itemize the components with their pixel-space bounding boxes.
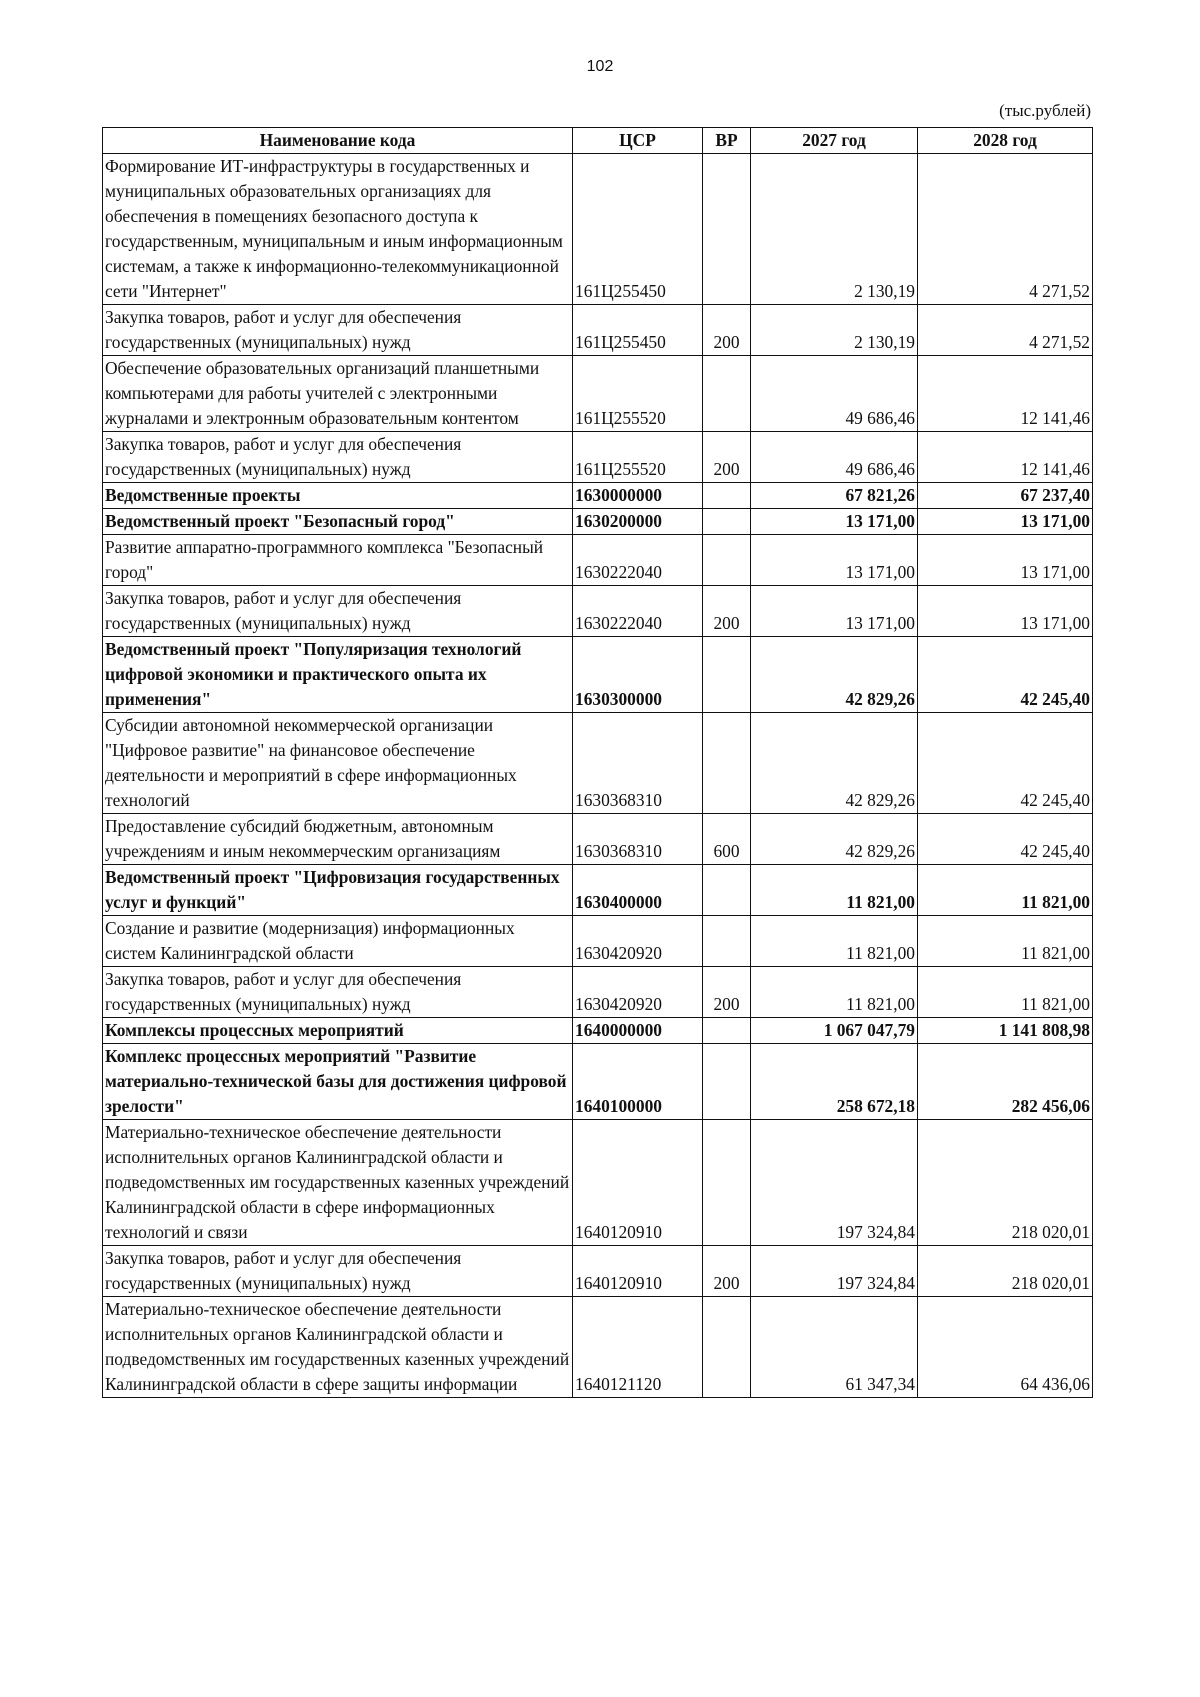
row-2027-cell: 258 672,18 — [751, 1044, 918, 1120]
row-vr-cell: 200 — [703, 1246, 751, 1297]
table-row — [103, 432, 1093, 483]
table-row — [103, 154, 1093, 305]
row-2028-cell: 282 456,06 — [918, 1044, 1093, 1120]
row-name-cell: Обеспечение образовательных организаций планшетными компьютерами для работы учителей с электронными журналами и электронным образовательным контентом — [103, 356, 573, 432]
row-name-cell: Закупка товаров, работ и услуг для обеспечения государственных (муниципальных) нужд — [103, 586, 573, 637]
row-vr-cell — [703, 713, 751, 814]
table-row — [103, 1246, 1093, 1297]
row-name-cell: Субсидии автономной некоммерческой организации "Цифровое развитие" на финансовое обеспечение деятельности и мероприятий в сфере информационных технологий — [103, 713, 573, 814]
row-csr-cell: 1630222040 — [573, 535, 703, 586]
header-vr: ВР — [703, 128, 751, 154]
row-2027-cell: 1 067 047,79 — [751, 1018, 918, 1044]
table-row — [103, 865, 1093, 916]
row-name-cell: Закупка товаров, работ и услуг для обеспечения государственных (муниципальных) нужд — [103, 305, 573, 356]
row-vr-cell — [703, 637, 751, 713]
row-2027-cell: 42 829,26 — [751, 814, 918, 865]
row-csr-cell: 1640100000 — [573, 1044, 703, 1120]
row-2028-cell: 67 237,40 — [918, 483, 1093, 509]
row-vr-cell — [703, 535, 751, 586]
row-2028-cell: 4 271,52 — [918, 154, 1093, 305]
row-vr-cell — [703, 509, 751, 535]
row-csr-cell: 1630000000 — [573, 483, 703, 509]
row-2027-cell: 13 171,00 — [751, 509, 918, 535]
row-name-cell: Материально-техническое обеспечение деятельности исполнительных органов Калининградской области и подведомственных им государственных казенных учреждений Калининградской области в сфере информационных технологий и связи — [103, 1120, 573, 1246]
row-csr-cell: 1640121120 — [573, 1297, 703, 1398]
table-row — [103, 1044, 1093, 1120]
row-csr-cell: 1630200000 — [573, 509, 703, 535]
row-name-cell: Закупка товаров, работ и услуг для обеспечения государственных (муниципальных) нужд — [103, 432, 573, 483]
row-2027-cell: 2 130,19 — [751, 154, 918, 305]
row-vr-cell — [703, 356, 751, 432]
table-row — [103, 637, 1093, 713]
row-2027-cell: 11 821,00 — [751, 865, 918, 916]
table-row — [103, 586, 1093, 637]
row-csr-cell: 161Ц255450 — [573, 305, 703, 356]
table-row — [103, 1120, 1093, 1246]
table-body — [103, 154, 1093, 1398]
table-row — [103, 356, 1093, 432]
row-2028-cell: 12 141,46 — [918, 356, 1093, 432]
row-csr-cell: 1630400000 — [573, 865, 703, 916]
table-header-row — [103, 128, 1093, 154]
row-vr-cell: 200 — [703, 305, 751, 356]
row-name-cell: Формирование ИТ-инфраструктуры в государственных и муниципальных образовательных организациях для обеспечения в помещениях безопасного доступа к государственным, муниципальным и иным информационным системам, а также к информационно-телекоммуникационной сети "Интернет" — [103, 154, 573, 305]
row-vr-cell — [703, 1044, 751, 1120]
row-2027-cell: 197 324,84 — [751, 1246, 918, 1297]
row-vr-cell — [703, 1018, 751, 1044]
row-csr-cell: 161Ц255450 — [573, 154, 703, 305]
row-name-cell: Предоставление субсидий бюджетным, автономным учреждениям и иным некоммерческим организациям — [103, 814, 573, 865]
row-2027-cell: 13 171,00 — [751, 586, 918, 637]
row-csr-cell: 161Ц255520 — [573, 356, 703, 432]
row-2028-cell: 218 020,01 — [918, 1246, 1093, 1297]
table-row — [103, 305, 1093, 356]
row-name-cell: Ведомственный проект "Популяризация технологий цифровой экономики и практического опыта их применения" — [103, 637, 573, 713]
row-2028-cell: 64 436,06 — [918, 1297, 1093, 1398]
row-name-cell: Комплексы процессных мероприятий — [103, 1018, 573, 1044]
row-name-cell: Закупка товаров, работ и услуг для обеспечения государственных (муниципальных) нужд — [103, 967, 573, 1018]
table-row — [103, 916, 1093, 967]
row-csr-cell: 1640120910 — [573, 1246, 703, 1297]
header-csr: ЦСР — [573, 128, 703, 154]
row-csr-cell: 1630300000 — [573, 637, 703, 713]
row-name-cell: Материально-техническое обеспечение деятельности исполнительных органов Калининградской области и подведомственных им государственных казенных учреждений Калининградской области в сфере защиты информации — [103, 1297, 573, 1398]
row-csr-cell: 1640120910 — [573, 1120, 703, 1246]
row-2027-cell: 13 171,00 — [751, 535, 918, 586]
row-name-cell: Развитие аппаратно-программного комплекса "Безопасный город" — [103, 535, 573, 586]
table-row — [103, 535, 1093, 586]
table-row — [103, 509, 1093, 535]
table-row — [103, 814, 1093, 865]
row-name-cell: Комплекс процессных мероприятий "Развитие материально-технической базы для достижения цифровой зрелости" — [103, 1044, 573, 1120]
row-2028-cell: 13 171,00 — [918, 586, 1093, 637]
row-vr-cell — [703, 1297, 751, 1398]
row-vr-cell — [703, 154, 751, 305]
row-vr-cell — [703, 1120, 751, 1246]
row-csr-cell: 1640000000 — [573, 1018, 703, 1044]
row-2027-cell: 42 829,26 — [751, 713, 918, 814]
row-2027-cell: 2 130,19 — [751, 305, 918, 356]
row-2028-cell: 42 245,40 — [918, 713, 1093, 814]
row-vr-cell: 200 — [703, 432, 751, 483]
row-csr-cell: 1630420920 — [573, 916, 703, 967]
row-2027-cell: 67 821,26 — [751, 483, 918, 509]
units-label: (тыс.рублей) — [999, 101, 1091, 120]
row-2028-cell: 12 141,46 — [918, 432, 1093, 483]
row-vr-cell: 200 — [703, 967, 751, 1018]
table-row — [103, 483, 1093, 509]
row-2028-cell: 11 821,00 — [918, 916, 1093, 967]
row-csr-cell: 161Ц255520 — [573, 432, 703, 483]
table-row — [103, 967, 1093, 1018]
row-vr-cell: 200 — [703, 586, 751, 637]
row-csr-cell: 1630420920 — [573, 967, 703, 1018]
header-2028: 2028 год — [918, 128, 1093, 154]
page-number: 102 — [586, 58, 614, 75]
table-row — [103, 713, 1093, 814]
row-2027-cell: 11 821,00 — [751, 916, 918, 967]
row-2028-cell: 11 821,00 — [918, 967, 1093, 1018]
row-2028-cell: 13 171,00 — [918, 535, 1093, 586]
table-row — [103, 1018, 1093, 1044]
row-2028-cell: 11 821,00 — [918, 865, 1093, 916]
row-2027-cell: 49 686,46 — [751, 356, 918, 432]
table-row — [103, 1297, 1093, 1398]
row-csr-cell: 1630368310 — [573, 713, 703, 814]
row-name-cell: Ведомственные проекты — [103, 483, 573, 509]
header-name: Наименование кода — [103, 128, 573, 154]
row-2028-cell: 42 245,40 — [918, 637, 1093, 713]
row-2027-cell: 197 324,84 — [751, 1120, 918, 1246]
row-2028-cell: 4 271,52 — [918, 305, 1093, 356]
budget-table — [102, 127, 1093, 1398]
header-2027: 2027 год — [751, 128, 918, 154]
row-2027-cell: 61 347,34 — [751, 1297, 918, 1398]
row-name-cell: Ведомственный проект "Цифровизация государственных услуг и функций" — [103, 865, 573, 916]
row-vr-cell — [703, 865, 751, 916]
row-2028-cell: 42 245,40 — [918, 814, 1093, 865]
row-vr-cell: 600 — [703, 814, 751, 865]
row-name-cell: Создание и развитие (модернизация) информационных систем Калининградской области — [103, 916, 573, 967]
row-2028-cell: 13 171,00 — [918, 509, 1093, 535]
row-2027-cell: 42 829,26 — [751, 637, 918, 713]
row-2028-cell: 1 141 808,98 — [918, 1018, 1093, 1044]
row-csr-cell: 1630368310 — [573, 814, 703, 865]
row-2027-cell: 11 821,00 — [751, 967, 918, 1018]
row-vr-cell — [703, 483, 751, 509]
row-2028-cell: 218 020,01 — [918, 1120, 1093, 1246]
row-name-cell: Закупка товаров, работ и услуг для обеспечения государственных (муниципальных) нужд — [103, 1246, 573, 1297]
row-name-cell: Ведомственный проект "Безопасный город" — [103, 509, 573, 535]
row-csr-cell: 1630222040 — [573, 586, 703, 637]
row-vr-cell — [703, 916, 751, 967]
row-2027-cell: 49 686,46 — [751, 432, 918, 483]
